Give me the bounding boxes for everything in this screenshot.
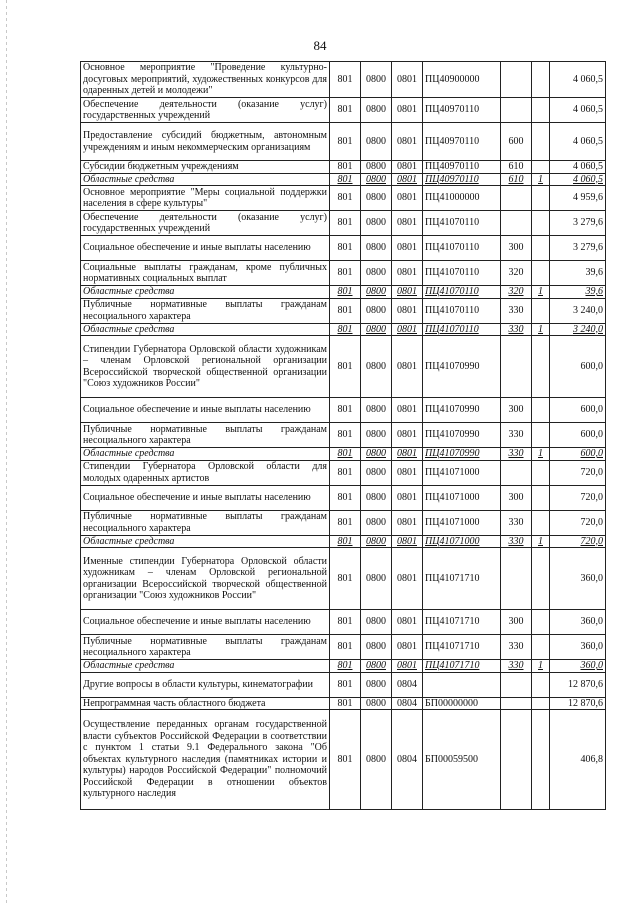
row-name-cell: Обеспечение деятельности (оказание услуг) государственных учреждений bbox=[81, 211, 330, 236]
subsection-code-cell: 0801 bbox=[392, 323, 423, 336]
ved-code-cell: 801 bbox=[330, 448, 361, 461]
target-article-cell: ПЦ41071710 bbox=[423, 635, 501, 660]
section-code-cell: 0800 bbox=[361, 236, 392, 261]
row-name-cell: Областные средства bbox=[81, 660, 330, 673]
amount-cell: 406,8 bbox=[550, 710, 606, 810]
funding-source-cell bbox=[532, 398, 550, 423]
expense-type-cell: 330 bbox=[501, 535, 532, 548]
section-code-cell: 0800 bbox=[361, 286, 392, 299]
ved-code-cell: 801 bbox=[330, 710, 361, 810]
expense-type-cell bbox=[501, 98, 532, 123]
row-name-cell: Публичные нормативные выплаты гражданам несоциального характера bbox=[81, 298, 330, 323]
row-name-cell: Областные средства bbox=[81, 448, 330, 461]
subsection-code-cell: 0801 bbox=[392, 448, 423, 461]
amount-cell: 39,6 bbox=[550, 261, 606, 286]
section-code-cell: 0800 bbox=[361, 298, 392, 323]
target-article-cell: ПЦ41070110 bbox=[423, 323, 501, 336]
table-row bbox=[81, 672, 606, 697]
target-article-cell: ПЦ40970110 bbox=[423, 161, 501, 174]
subsection-code-cell: 0801 bbox=[392, 548, 423, 610]
ved-code-cell: 801 bbox=[330, 423, 361, 448]
target-article-cell: ПЦ41070990 bbox=[423, 398, 501, 423]
regional-funds-row bbox=[81, 323, 606, 336]
subsection-code-cell: 0804 bbox=[392, 672, 423, 697]
amount-cell: 360,0 bbox=[550, 660, 606, 673]
table-row bbox=[81, 62, 606, 98]
amount-cell: 39,6 bbox=[550, 286, 606, 299]
funding-source-cell bbox=[532, 510, 550, 535]
expense-type-cell: 330 bbox=[501, 423, 532, 448]
section-code-cell: 0800 bbox=[361, 123, 392, 161]
scan-edge bbox=[6, 0, 7, 905]
section-code-cell: 0800 bbox=[361, 485, 392, 510]
table-row bbox=[81, 298, 606, 323]
funding-source-cell: 1 bbox=[532, 173, 550, 186]
funding-source-cell bbox=[532, 123, 550, 161]
row-name-cell: Областные средства bbox=[81, 286, 330, 299]
subsection-code-cell: 0801 bbox=[392, 485, 423, 510]
ved-code-cell: 801 bbox=[330, 398, 361, 423]
expense-type-cell: 330 bbox=[501, 635, 532, 660]
section-code-cell: 0800 bbox=[361, 398, 392, 423]
ved-code-cell: 801 bbox=[330, 161, 361, 174]
subsection-code-cell: 0804 bbox=[392, 697, 423, 710]
row-name-cell: Социальное обеспечение и иные выплаты населению bbox=[81, 236, 330, 261]
ved-code-cell: 801 bbox=[330, 186, 361, 211]
ved-code-cell: 801 bbox=[330, 548, 361, 610]
ved-code-cell: 801 bbox=[330, 672, 361, 697]
table-row bbox=[81, 261, 606, 286]
amount-cell: 600,0 bbox=[550, 398, 606, 423]
table-row bbox=[81, 123, 606, 161]
section-code-cell: 0800 bbox=[361, 211, 392, 236]
table-row bbox=[81, 610, 606, 635]
table-row bbox=[81, 423, 606, 448]
section-code-cell: 0800 bbox=[361, 697, 392, 710]
expense-type-cell: 330 bbox=[501, 660, 532, 673]
section-code-cell: 0800 bbox=[361, 186, 392, 211]
section-code-cell: 0800 bbox=[361, 448, 392, 461]
funding-source-cell bbox=[532, 635, 550, 660]
subsection-code-cell: 0801 bbox=[392, 98, 423, 123]
expense-type-cell: 330 bbox=[501, 298, 532, 323]
target-article-cell: ПЦ41071000 bbox=[423, 510, 501, 535]
regional-funds-row bbox=[81, 173, 606, 186]
target-article-cell bbox=[423, 672, 501, 697]
section-code-cell: 0800 bbox=[361, 672, 392, 697]
row-name-cell: Публичные нормативные выплаты гражданам несоциального характера bbox=[81, 423, 330, 448]
funding-source-cell bbox=[532, 485, 550, 510]
subsection-code-cell: 0801 bbox=[392, 635, 423, 660]
section-code-cell: 0800 bbox=[361, 548, 392, 610]
section-code-cell: 0800 bbox=[361, 510, 392, 535]
row-name-cell: Публичные нормативные выплаты гражданам несоциального характера bbox=[81, 510, 330, 535]
table-row bbox=[81, 186, 606, 211]
funding-source-cell bbox=[532, 236, 550, 261]
ved-code-cell: 801 bbox=[330, 298, 361, 323]
ved-code-cell: 801 bbox=[330, 261, 361, 286]
amount-cell: 4 060,5 bbox=[550, 173, 606, 186]
section-code-cell: 0800 bbox=[361, 161, 392, 174]
funding-source-cell bbox=[532, 423, 550, 448]
row-name-cell: Областные средства bbox=[81, 535, 330, 548]
ved-code-cell: 801 bbox=[330, 323, 361, 336]
section-code-cell: 0800 bbox=[361, 261, 392, 286]
amount-cell: 720,0 bbox=[550, 485, 606, 510]
funding-source-cell bbox=[532, 336, 550, 398]
table-row bbox=[81, 485, 606, 510]
row-name-cell: Стипендии Губернатора Орловской области для молодых одаренных артистов bbox=[81, 460, 330, 485]
target-article-cell: ПЦ40970110 bbox=[423, 123, 501, 161]
expense-type-cell: 330 bbox=[501, 323, 532, 336]
section-code-cell: 0800 bbox=[361, 535, 392, 548]
subsection-code-cell: 0801 bbox=[392, 423, 423, 448]
amount-cell: 720,0 bbox=[550, 460, 606, 485]
target-article-cell: БП00059500 bbox=[423, 710, 501, 810]
amount-cell: 360,0 bbox=[550, 635, 606, 660]
funding-source-cell bbox=[532, 548, 550, 610]
table-row bbox=[81, 460, 606, 485]
expense-type-cell: 320 bbox=[501, 261, 532, 286]
subsection-code-cell: 0801 bbox=[392, 186, 423, 211]
amount-cell: 4 060,5 bbox=[550, 62, 606, 98]
ved-code-cell: 801 bbox=[330, 286, 361, 299]
ved-code-cell: 801 bbox=[330, 336, 361, 398]
row-name-cell: Основное мероприятие "Проведение культурно-досуговых мероприятий, художественных конкурсов для одаренных детей и молодежи" bbox=[81, 62, 330, 98]
section-code-cell: 0800 bbox=[361, 635, 392, 660]
page-number: 84 bbox=[313, 38, 327, 53]
amount-cell: 4 060,5 bbox=[550, 98, 606, 123]
target-article-cell: ПЦ41070110 bbox=[423, 236, 501, 261]
target-article-cell: ПЦ41070990 bbox=[423, 423, 501, 448]
target-article-cell: ПЦ40970110 bbox=[423, 173, 501, 186]
row-name-cell: Другие вопросы в области культуры, кинематографии bbox=[81, 672, 330, 697]
table-row bbox=[81, 548, 606, 610]
row-name-cell: Публичные нормативные выплаты гражданам несоциального характера bbox=[81, 635, 330, 660]
expense-type-cell: 320 bbox=[501, 286, 532, 299]
expense-type-cell bbox=[501, 211, 532, 236]
funding-source-cell: 1 bbox=[532, 535, 550, 548]
subsection-code-cell: 0801 bbox=[392, 161, 423, 174]
regional-funds-row bbox=[81, 660, 606, 673]
row-name-cell: Социальное обеспечение и иные выплаты населению bbox=[81, 485, 330, 510]
section-code-cell: 0800 bbox=[361, 98, 392, 123]
table-row bbox=[81, 398, 606, 423]
expense-type-cell: 330 bbox=[501, 448, 532, 461]
section-code-cell: 0800 bbox=[361, 62, 392, 98]
subsection-code-cell: 0801 bbox=[392, 610, 423, 635]
amount-cell: 360,0 bbox=[550, 548, 606, 610]
subsection-code-cell: 0801 bbox=[392, 261, 423, 286]
funding-source-cell bbox=[532, 697, 550, 710]
ved-code-cell: 801 bbox=[330, 535, 361, 548]
table-row bbox=[81, 236, 606, 261]
target-article-cell: ПЦ41070110 bbox=[423, 211, 501, 236]
subsection-code-cell: 0801 bbox=[392, 286, 423, 299]
subsection-code-cell: 0801 bbox=[392, 236, 423, 261]
target-article-cell: ПЦ41071000 bbox=[423, 485, 501, 510]
section-code-cell: 0800 bbox=[361, 173, 392, 186]
ved-code-cell: 801 bbox=[330, 173, 361, 186]
amount-cell: 4 959,6 bbox=[550, 186, 606, 211]
funding-source-cell: 1 bbox=[532, 660, 550, 673]
row-name-cell: Предоставление субсидий бюджетным, автономным учреждениям и иным некоммерческим организациям bbox=[81, 123, 330, 161]
expense-type-cell: 300 bbox=[501, 485, 532, 510]
ved-code-cell: 801 bbox=[330, 123, 361, 161]
amount-cell: 600,0 bbox=[550, 336, 606, 398]
target-article-cell: ПЦ41070990 bbox=[423, 448, 501, 461]
amount-cell: 3 240,0 bbox=[550, 323, 606, 336]
section-code-cell: 0800 bbox=[361, 336, 392, 398]
subsection-code-cell: 0801 bbox=[392, 62, 423, 98]
row-name-cell: Областные средства bbox=[81, 323, 330, 336]
target-article-cell: ПЦ41070990 bbox=[423, 336, 501, 398]
expense-type-cell bbox=[501, 336, 532, 398]
funding-source-cell bbox=[532, 161, 550, 174]
expense-type-cell: 300 bbox=[501, 610, 532, 635]
amount-cell: 720,0 bbox=[550, 510, 606, 535]
funding-source-cell bbox=[532, 211, 550, 236]
amount-cell: 600,0 bbox=[550, 448, 606, 461]
row-name-cell: Социальные выплаты гражданам, кроме публичных нормативных социальных выплат bbox=[81, 261, 330, 286]
expense-type-cell bbox=[501, 672, 532, 697]
row-name-cell: Областные средства bbox=[81, 173, 330, 186]
expense-type-cell: 600 bbox=[501, 123, 532, 161]
funding-source-cell: 1 bbox=[532, 286, 550, 299]
ved-code-cell: 801 bbox=[330, 660, 361, 673]
table-row bbox=[81, 635, 606, 660]
subsection-code-cell: 0801 bbox=[392, 398, 423, 423]
table-row bbox=[81, 697, 606, 710]
table-row bbox=[81, 211, 606, 236]
row-name-cell: Именные стипендии Губернатора Орловской области художникам – членам Орловской региональной организации Всероссийской творческой общественной организации "Союз художников России" bbox=[81, 548, 330, 610]
ved-code-cell: 801 bbox=[330, 485, 361, 510]
table-row bbox=[81, 98, 606, 123]
funding-source-cell bbox=[532, 298, 550, 323]
row-name-cell: Основное мероприятие "Меры социальной поддержки населения в сфере культуры" bbox=[81, 186, 330, 211]
target-article-cell: ПЦ41071000 bbox=[423, 535, 501, 548]
expense-type-cell: 610 bbox=[501, 161, 532, 174]
subsection-code-cell: 0801 bbox=[392, 510, 423, 535]
target-article-cell: ПЦ41070110 bbox=[423, 286, 501, 299]
row-name-cell: Субсидии бюджетным учреждениям bbox=[81, 161, 330, 174]
expense-type-cell bbox=[501, 460, 532, 485]
expense-type-cell bbox=[501, 710, 532, 810]
section-code-cell: 0800 bbox=[361, 660, 392, 673]
expense-type-cell: 300 bbox=[501, 236, 532, 261]
target-article-cell: БП00000000 bbox=[423, 697, 501, 710]
ved-code-cell: 801 bbox=[330, 236, 361, 261]
amount-cell: 4 060,5 bbox=[550, 161, 606, 174]
funding-source-cell bbox=[532, 710, 550, 810]
amount-cell: 360,0 bbox=[550, 610, 606, 635]
subsection-code-cell: 0801 bbox=[392, 298, 423, 323]
expense-type-cell bbox=[501, 697, 532, 710]
amount-cell: 4 060,5 bbox=[550, 123, 606, 161]
ved-code-cell: 801 bbox=[330, 610, 361, 635]
amount-cell: 720,0 bbox=[550, 535, 606, 548]
amount-cell: 3 240,0 bbox=[550, 298, 606, 323]
budget-table bbox=[80, 61, 606, 810]
table-row bbox=[81, 510, 606, 535]
target-article-cell: ПЦ41071710 bbox=[423, 548, 501, 610]
regional-funds-row bbox=[81, 286, 606, 299]
target-article-cell: ПЦ41000000 bbox=[423, 186, 501, 211]
expense-type-cell: 610 bbox=[501, 173, 532, 186]
amount-cell: 12 870,6 bbox=[550, 672, 606, 697]
row-name-cell: Осуществление переданных органам государственной власти субъектов Российской Федерации в соответствии с пунктом 1 статьи 9.1 Федерального закона "Об объектах культурного наследия (памятниках истории и культуры) народов Российской Федерации" полномочий Российской Федерации в отношении объектов культурного наследия bbox=[81, 710, 330, 810]
ved-code-cell: 801 bbox=[330, 460, 361, 485]
expense-type-cell: 330 bbox=[501, 510, 532, 535]
table-row bbox=[81, 161, 606, 174]
expense-type-cell bbox=[501, 186, 532, 211]
amount-cell: 12 870,6 bbox=[550, 697, 606, 710]
expense-type-cell bbox=[501, 62, 532, 98]
target-article-cell: ПЦ40970110 bbox=[423, 98, 501, 123]
section-code-cell: 0800 bbox=[361, 423, 392, 448]
target-article-cell: ПЦ41070110 bbox=[423, 298, 501, 323]
ved-code-cell: 801 bbox=[330, 697, 361, 710]
funding-source-cell bbox=[532, 98, 550, 123]
ved-code-cell: 801 bbox=[330, 510, 361, 535]
funding-source-cell: 1 bbox=[532, 323, 550, 336]
target-article-cell: ПЦ40900000 bbox=[423, 62, 501, 98]
section-code-cell: 0800 bbox=[361, 710, 392, 810]
section-code-cell: 0800 bbox=[361, 610, 392, 635]
budget-table-body bbox=[81, 62, 606, 810]
subsection-code-cell: 0801 bbox=[392, 173, 423, 186]
subsection-code-cell: 0801 bbox=[392, 535, 423, 548]
subsection-code-cell: 0804 bbox=[392, 710, 423, 810]
ved-code-cell: 801 bbox=[330, 211, 361, 236]
row-name-cell: Стипендии Губернатора Орловской области художникам – членам Орловской региональной организации Всероссийской творческой общественной организации "Союз художников России" bbox=[81, 336, 330, 398]
expense-type-cell: 300 bbox=[501, 398, 532, 423]
target-article-cell: ПЦ41071710 bbox=[423, 610, 501, 635]
funding-source-cell bbox=[532, 672, 550, 697]
row-name-cell: Обеспечение деятельности (оказание услуг) государственных учреждений bbox=[81, 98, 330, 123]
expense-type-cell bbox=[501, 548, 532, 610]
subsection-code-cell: 0801 bbox=[392, 336, 423, 398]
target-article-cell: ПЦ41071000 bbox=[423, 460, 501, 485]
funding-source-cell bbox=[532, 261, 550, 286]
ved-code-cell: 801 bbox=[330, 635, 361, 660]
subsection-code-cell: 0801 bbox=[392, 660, 423, 673]
funding-source-cell bbox=[532, 62, 550, 98]
amount-cell: 3 279,6 bbox=[550, 236, 606, 261]
subsection-code-cell: 0801 bbox=[392, 123, 423, 161]
funding-source-cell: 1 bbox=[532, 448, 550, 461]
row-name-cell: Социальное обеспечение и иные выплаты населению bbox=[81, 610, 330, 635]
section-code-cell: 0800 bbox=[361, 323, 392, 336]
table-row bbox=[81, 336, 606, 398]
subsection-code-cell: 0801 bbox=[392, 211, 423, 236]
ved-code-cell: 801 bbox=[330, 98, 361, 123]
row-name-cell: Социальное обеспечение и иные выплаты населению bbox=[81, 398, 330, 423]
table-row bbox=[81, 710, 606, 810]
row-name-cell: Непрограммная часть областного бюджета bbox=[81, 697, 330, 710]
amount-cell: 600,0 bbox=[550, 423, 606, 448]
regional-funds-row bbox=[81, 535, 606, 548]
funding-source-cell bbox=[532, 460, 550, 485]
section-code-cell: 0800 bbox=[361, 460, 392, 485]
ved-code-cell: 801 bbox=[330, 62, 361, 98]
funding-source-cell bbox=[532, 610, 550, 635]
target-article-cell: ПЦ41071710 bbox=[423, 660, 501, 673]
target-article-cell: ПЦ41070110 bbox=[423, 261, 501, 286]
amount-cell: 3 279,6 bbox=[550, 211, 606, 236]
funding-source-cell bbox=[532, 186, 550, 211]
subsection-code-cell: 0801 bbox=[392, 460, 423, 485]
regional-funds-row bbox=[81, 448, 606, 461]
